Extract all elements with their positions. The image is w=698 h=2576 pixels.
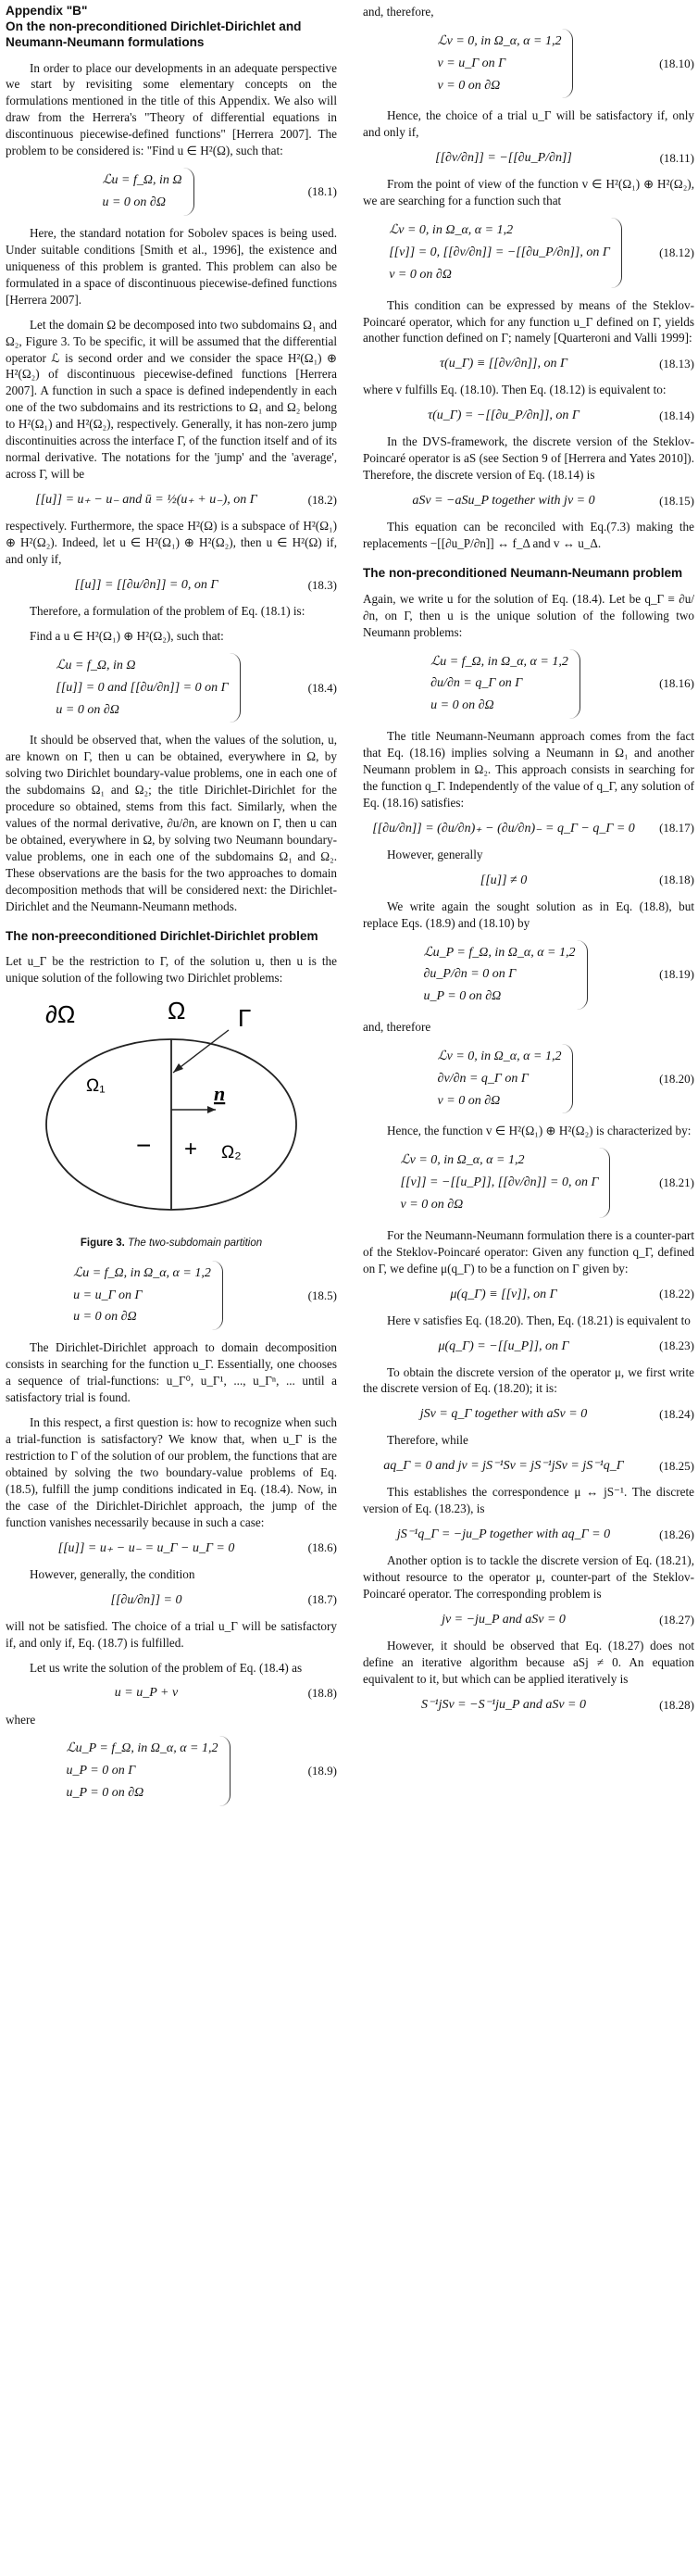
equation-number: (18.4)	[307, 680, 337, 695]
equation-line: u_P = 0 on ∂Ω	[423, 989, 502, 1004]
plus-sign: +	[184, 1137, 198, 1162]
equation-18-28	[363, 1696, 694, 1714]
equation-number: (18.28)	[659, 1697, 694, 1712]
equation-18-22	[363, 1286, 694, 1303]
paragraph: However, generally, the condition	[30, 1566, 195, 1581]
equation-number: (18.19)	[659, 967, 694, 982]
equation-number: (18.1)	[307, 184, 337, 199]
paragraph: However, it should be observed that Eq. (18.27) does not define an iterative algorithm because aSj ≠ 0. An equation equivalent to it, but which can be applied iteratively is	[363, 1639, 694, 1687]
equation-18-24	[363, 1405, 694, 1423]
equation-line: ℒu_P = f_Ω, in Ω_α, α = 1,2	[423, 945, 576, 960]
equation-text: jSv = q_Γ together with aSv = 0	[419, 1407, 588, 1422]
equation-18-5	[6, 1261, 337, 1330]
appendix-subtitle: On the non-preconditioned Dirichlet-Dirichlet and Neumann-Neumann formulations	[6, 19, 302, 49]
equation-line: u_P = 0 on ∂Ω	[66, 1786, 144, 1801]
equation-number: (18.23)	[659, 1338, 694, 1353]
equation-number: (18.18)	[659, 873, 694, 887]
paragraph: Hence, the choice of a trial u_Γ will be satisfactory if, only and only if,	[363, 108, 694, 140]
equation-18-25	[363, 1457, 694, 1475]
equation-line: ℒv = 0, in Ω_α, α = 1,2	[400, 1153, 525, 1168]
figure-caption-text: The two-subdomain partition	[124, 1238, 263, 1250]
equation-number: (18.11)	[659, 150, 694, 165]
equation-18-19	[363, 940, 694, 1010]
equation-line: u_P = 0 on Γ	[66, 1764, 136, 1778]
paragraph: From the point of view of the function v ∈ H²(Ω₁) ⊕ H²(Ω₂), we are searching for a function such that	[363, 177, 694, 208]
equation-line: ∂v/∂n = q_Γ on Γ	[437, 1071, 529, 1086]
paragraph: Therefore, a formulation of the problem of Eq. (18.1) is:	[30, 604, 305, 619]
equation-18-10	[363, 29, 694, 98]
paragraph: Another option is to tackle the discrete version of Eq. (18.21), without resource to the operator μ, counter-part of the Steklov-Poincaré operator. The corresponding problem is	[363, 1553, 694, 1602]
paragraph: Let us write the solution of the problem of Eq. (18.4) as	[30, 1660, 303, 1675]
equation-18-1	[6, 168, 337, 216]
paragraph: In order to place our developments in an adequate perspective we start by revisiting some elementary concepts on the formulations mentioned in the title of this Appendix. We also will draw from the Herrera's "Theory of differential equations in discontinuous piecewise-defined functions" [Herrera 2007]. The problem to be considered is: "Find u ∈ H²(Ω), such that:	[6, 60, 337, 158]
equation-text: [[∂u/∂n]] = 0	[110, 1592, 182, 1607]
equation-number: (18.8)	[307, 1686, 337, 1701]
equation-text: μ(q_Γ) = −[[u_P]], on Γ	[438, 1338, 569, 1353]
equation-line: u = 0 on ∂Ω	[430, 698, 494, 713]
paragraph: Here, the standard notation for Sobolev spaces is being used. Under suitable conditions [Smith et al., 1996], the existence and uniqueness of this problem is granted. This problem can also be formulated in a space of discontinuous piecewise-defined functions [Herrera 2007].	[6, 225, 337, 307]
equation-number: (18.21)	[659, 1175, 694, 1190]
equation-line: v = u_Γ on Γ	[437, 56, 506, 70]
equation-number: (18.17)	[659, 821, 694, 836]
equation-line: [[v]] = 0, [[∂v/∂n]] = −[[∂u_P/∂n]], on Γ	[389, 245, 610, 259]
equation-line: u = u_Γ on Γ	[73, 1288, 143, 1302]
equation-line: [[v]] = −[[u_P]], [[∂v/∂n]] = 0, on Γ	[400, 1175, 599, 1190]
figure-3	[6, 995, 337, 1231]
equation-number: (18.12)	[659, 245, 694, 260]
paragraph: This condition can be expressed by means of the Steklov-Poincaré operator, which for any function u_Γ defined on Γ, yields another function defined on Γ; namely [Quarteroni and Valli 1999]:	[363, 297, 694, 346]
equation-number: (18.20)	[659, 1071, 694, 1086]
equation-18-23	[363, 1338, 694, 1355]
equation-line: ℒu = f_Ω, in Ω_α, α = 1,2	[73, 1265, 211, 1280]
section-heading-dirichlet: The non-preeconditioned Dirichlet-Dirichlet problem	[6, 928, 318, 943]
equation-text: [[u]] = u₊ − u₋ and ū = ½(u₊ + u₋), on Γ	[35, 493, 257, 508]
appendix-title	[6, 4, 337, 51]
paragraph: Let the domain Ω be decomposed into two subdomains Ω₁ and Ω₂, Figure 3. To be specific, it will be assumed that the differential operator ℒ is second order and we consider the space H²(Ω₁) ⊕ H²(Ω₂) of discontinuous piecewise-defined functions [Herrera 2007]. A function in such a space is defined independently in each one of the two subdomains and its restrictions to Ω₁ and Ω₂ belong to H²(Ω₁) and H²(Ω₂), respectively. Generally, it has non-zero jump discontinuities across the interface Γ, of the function itself and of its normal derivative. The notations for the 'jump' and the 'average', across Γ, will be	[6, 317, 337, 482]
equation-18-18	[363, 872, 694, 889]
paragraph: In the DVS-framework, the discrete version of the Steklov-Poincaré operator is aS (see Section 9 of [Herrera and Yates 2010]). Therefore, the discrete version of Eq. (18.14) is	[363, 434, 694, 483]
equation-18-11	[363, 149, 694, 167]
equation-number: (18.2)	[307, 492, 337, 507]
equation-18-8	[6, 1684, 337, 1702]
equation-line: u = 0 on ∂Ω	[73, 1310, 137, 1325]
paragraph: Hence, the function v ∈ H²(Ω₁) ⊕ H²(Ω₂) is characterized by:	[387, 1124, 692, 1138]
equation-text: μ(q_Γ) ≡ [[v]], on Γ	[450, 1287, 557, 1301]
equation-number: (18.15)	[659, 493, 694, 508]
equation-18-20	[363, 1044, 694, 1113]
equation-18-2	[6, 491, 337, 509]
paragraph: respectively. Furthermore, the space H²(Ω) is a subspace of H²(Ω₁) ⊕ H²(Ω₂). Indeed, let u ∈ H²(Ω₁) ⊕ H²(Ω₂), then u ∈ H²(Ω) if, and only if,	[6, 519, 337, 567]
normal-vector-label: n	[214, 1082, 226, 1106]
paragraph: Here v satisfies Eq. (18.20). Then, Eq. (18.21) is equivalent to	[387, 1313, 691, 1327]
paragraph: Let u_Γ be the restriction to Γ, of the solution u, then u is the unique solution of the following two Dirichlet problems:	[6, 954, 337, 986]
equation-18-14	[363, 407, 694, 424]
equation-18-26	[363, 1526, 694, 1543]
paragraph: However, generally	[387, 847, 483, 861]
equation-line: v = 0 on ∂Ω	[400, 1197, 464, 1212]
boundary-label: ∂Ω	[45, 1000, 76, 1029]
right-column	[363, 0, 694, 1723]
equation-18-12	[363, 218, 694, 287]
equation-line: ℒv = 0, in Ω_α, α = 1,2	[437, 33, 562, 48]
equation-number: (18.16)	[659, 676, 694, 691]
equation-18-27	[363, 1611, 694, 1628]
equation-18-17	[363, 820, 694, 837]
equation-18-6	[6, 1539, 337, 1557]
equation-number: (18.25)	[659, 1459, 694, 1474]
equation-18-3	[6, 576, 337, 594]
equation-number: (18.6)	[307, 1540, 337, 1555]
equation-line: ℒv = 0, in Ω_α, α = 1,2	[437, 1049, 562, 1063]
equation-line: ℒu = f_Ω, in Ω	[56, 658, 136, 672]
equation-text: aSv = −aSu_P together with jv = 0	[412, 494, 595, 509]
paragraph: To obtain the discrete version of the operator μ, we first write the discrete version of Eq. (18.20); it is:	[363, 1364, 694, 1396]
paragraph: Find a u ∈ H²(Ω₁) ⊕ H²(Ω₂), such that:	[30, 629, 224, 644]
equation-text: jS⁻¹q_Γ = −ju_P together with aq_Γ = 0	[396, 1527, 611, 1542]
equation-line: ℒu = f_Ω, in Ω	[102, 173, 182, 188]
omega2-label: Ω₂	[221, 1143, 242, 1163]
equation-number: (18.5)	[307, 1288, 337, 1302]
equation-text: [[∂u/∂n]] = (∂u/∂n)₊ − (∂u/∂n)₋ = q_Γ − q_Γ = 0	[372, 821, 635, 836]
equation-number: (18.13)	[659, 357, 694, 371]
equation-number: (18.3)	[307, 577, 337, 592]
paragraph: In this respect, a first question is: how to recognize when such a trial-function is satisfactory? We know that, when u_Γ is the restriction to Γ of the solution of our problem, the functions that are obtained by solving the two boundary-value problems of Eq. (18.5), fulfill the jump conditions indicated in Eq. (18.4). Now, in the case of the Dirichlet-Dirichlet approach, the jump of the function vanishes necessarily because in such a case:	[6, 1414, 337, 1529]
equation-18-4	[6, 653, 337, 723]
equation-text: [[∂v/∂n]] = −[[∂u_P/∂n]]	[435, 151, 572, 166]
equation-number: (18.24)	[659, 1407, 694, 1422]
omega-label: Ω	[168, 997, 186, 1025]
equation-line: ∂u/∂n = q_Γ on Γ	[430, 676, 523, 691]
equation-number: (18.7)	[307, 1592, 337, 1607]
appendix-heading: Appendix "B"	[6, 4, 88, 18]
equation-line: v = 0 on ∂Ω	[437, 78, 501, 93]
equation-line: ℒu_P = f_Ω, in Ω_α, α = 1,2	[66, 1741, 218, 1756]
equation-text: [[u]] ≠ 0	[480, 873, 528, 887]
equation-text: τ(u_Γ) = −[[∂u_P/∂n]], on Γ	[428, 408, 580, 423]
two-subdomain-diagram	[32, 995, 310, 1226]
equation-18-7	[6, 1591, 337, 1609]
equation-text: S⁻¹jSv = −S⁻¹ju_P and aSv = 0	[420, 1698, 587, 1713]
equation-number: (18.14)	[659, 408, 694, 423]
equation-number: (18.9)	[307, 1764, 337, 1778]
gamma-label: Γ	[238, 1004, 252, 1033]
paragraph: The Dirichlet-Dirichlet approach to domain decomposition consists in searching for the function u_Γ. Essentially, one chooses a sequence of trial-functions: u_Γ⁰, u_Γ¹, ..., u_Γⁿ, ... until a satisfactory trial is found.	[6, 1340, 337, 1404]
equation-line: ∂u_P/∂n = 0 on Γ	[423, 967, 517, 982]
equation-18-9	[6, 1736, 337, 1805]
equation-text: [[u]] = [[∂u/∂n]] = 0, on Γ	[74, 578, 218, 593]
equation-number: (18.10)	[659, 56, 694, 70]
omega1-label: Ω₁	[86, 1076, 106, 1097]
minus-sign: −	[136, 1131, 152, 1161]
paragraph: Therefore, while	[387, 1433, 468, 1448]
equation-number: (18.22)	[659, 1287, 694, 1301]
equation-number: (18.27)	[659, 1612, 694, 1627]
paragraph: and, therefore,	[363, 5, 434, 19]
equation-text: [[u]] = u₊ − u₋ = u_Γ − u_Γ = 0	[57, 1540, 235, 1555]
equation-text: u = u_P + v	[114, 1686, 179, 1701]
paragraph: Again, we write u for the solution of Eq. (18.4). Let be q_Γ ≡ ∂u/∂n, on Γ, then u is the unique solution of the following two Neumann problems:	[363, 591, 694, 639]
paragraph: This equation can be reconciled with Eq.(7.3) making the replacements −[[∂u_P/∂n]] ↔ f_Δ and v ↔ u_Δ.	[363, 520, 694, 551]
equation-18-13	[363, 355, 694, 372]
equation-18-16	[363, 649, 694, 719]
equation-line: u = 0 on ∂Ω	[102, 195, 166, 210]
equation-18-21	[363, 1148, 694, 1217]
left-column	[6, 0, 337, 1816]
paragraph: This establishes the correspondence μ ↔ jS⁻¹. The discrete version of Eq. (18.23), is	[363, 1485, 694, 1516]
equation-18-15	[363, 492, 694, 509]
equation-line: ℒu = f_Ω, in Ω_α, α = 1,2	[430, 654, 568, 669]
equation-text: jv = −ju_P and aSv = 0	[442, 1613, 566, 1627]
equation-number: (18.26)	[659, 1527, 694, 1542]
paragraph: For the Neumann-Neumann formulation there is a counter-part of the Steklov-Poincaré operator: Given any function q_Γ, defined on Γ, we define μ(q_Γ) to be a function on Γ given by:	[363, 1227, 694, 1275]
equation-text: aq_Γ = 0 and jv = jS⁻¹Sv = jS⁻¹jSv = jS⁻¹q_Γ	[383, 1459, 624, 1474]
paragraph: The title Neumann-Neumann approach comes from the fact that Eq. (18.16) implies solving a Neumann in Ω₁ and another Neumann problem in Ω₂. This approach consists in searching for the function q_Γ. Independently of the value of q_Γ, any solution of Eq. (18.16) satisfies:	[363, 728, 694, 810]
equation-line: [[u]] = 0 and [[∂u/∂n]] = 0 on Γ	[56, 680, 229, 695]
figure-caption-label: Figure 3.	[80, 1238, 125, 1250]
paragraph: where	[6, 1712, 36, 1727]
equation-line: ℒv = 0, in Ω_α, α = 1,2	[389, 223, 514, 238]
paragraph: We write again the sought solution as in Eq. (18.8), but replace Eqs. (18.9) and (18.10) by	[363, 898, 694, 930]
paragraph: will not be satisfied. The choice of a trial u_Γ will be satisfactory if, and only if, Eq. (18.7) is fulfilled.	[6, 1618, 337, 1650]
paragraph: where v fulfills Eq. (18.10). Then Eq. (18.12) is equivalent to:	[363, 383, 667, 397]
section-heading-neumann: The non-preconditioned Neumann-Neumann problem	[363, 566, 683, 581]
paragraph: and, therefore	[363, 1019, 431, 1034]
figure-caption	[6, 1237, 337, 1251]
equation-line: v = 0 on ∂Ω	[389, 267, 452, 282]
equation-text: τ(u_Γ) ≡ [[∂v/∂n]], on Γ	[440, 357, 567, 371]
equation-line: v = 0 on ∂Ω	[437, 1093, 501, 1108]
equation-line: u = 0 on ∂Ω	[56, 702, 119, 717]
paragraph: It should be observed that, when the values of the solution, u, are known on Γ, then u can be obtained, everywhere in Ω, by solving two Dirichlet boundary-value problems, one in each one of the subdomains Ω₁ and Ω₂; the title Dirichlet-Dirichlet for the procedure so obtained, stems from this fact. Similarly, when the values of the normal derivative, ∂u/∂n, are known on Γ, then u can be obtained, everywhere in Ω, by solving two Neumann boundary-value problems, one in each one of the subdomains Ω₁ and Ω₂. These observations are the basis for the two approaches to domain decomposition methods that will be considered next: the Dirichlet-Dirichlet and the Neumann-Neumann methods.	[6, 733, 337, 913]
